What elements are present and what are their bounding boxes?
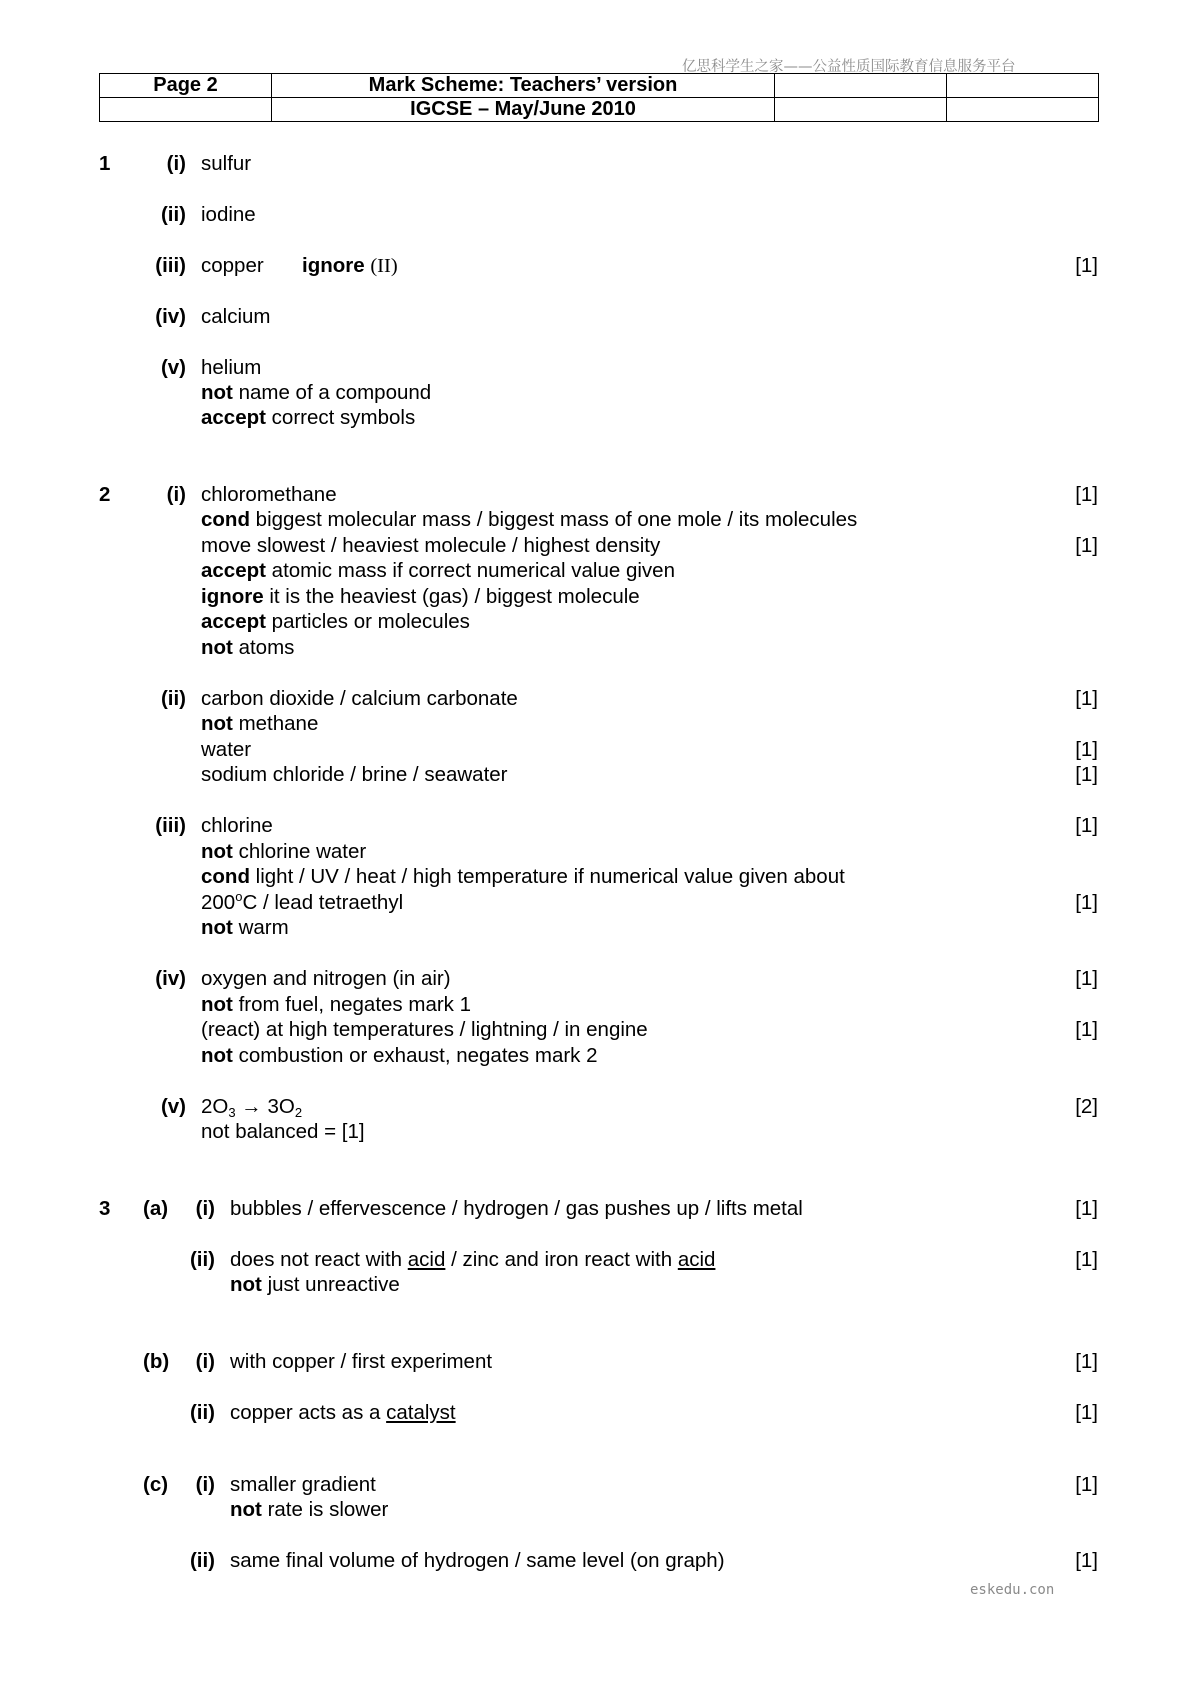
answer-note: cond light / UV / heat / high temperature if numerical value given about <box>201 865 845 888</box>
part-label: (ii) <box>160 687 186 710</box>
mark: [1] <box>1075 967 1098 990</box>
answer-text: helium <box>201 356 262 379</box>
answer-note: accept atomic mass if correct numerical value given <box>201 559 675 582</box>
mark: [1] <box>1075 254 1098 277</box>
answer-text: bubbles / effervescence / hydrogen / gas pushes up / lifts metal <box>230 1197 803 1220</box>
answer-text: (react) at high temperatures / lightning / in engine <box>201 1018 648 1041</box>
part-label: (i) <box>166 152 186 175</box>
part-label: (ii) <box>160 203 186 226</box>
watermark-top: 亿思科学生之家——公益性质国际教育信息服务平台 <box>682 59 1016 75</box>
part-label: (i) <box>166 483 186 506</box>
answer-text: carbon dioxide / calcium carbonate <box>201 687 518 710</box>
mark: [1] <box>1075 763 1098 786</box>
mark: [1] <box>1075 534 1098 557</box>
answer-text: copper acts as a catalyst <box>230 1401 456 1424</box>
answer-note: not balanced = [1] <box>201 1120 365 1143</box>
mark: [1] <box>1075 738 1098 761</box>
page-number: Page 2 <box>100 74 272 98</box>
answer-text: sodium chloride / brine / seawater <box>201 763 508 786</box>
mark: [1] <box>1075 483 1098 506</box>
answer-note: not warm <box>201 916 289 939</box>
header-empty-cell <box>100 98 272 122</box>
part-label: (iii) <box>155 814 186 837</box>
question-number: 2 <box>99 483 111 506</box>
header-empty-cell <box>947 98 1099 122</box>
answer-text: copper <box>201 254 264 277</box>
mark: [1] <box>1075 1401 1098 1424</box>
question-number: 1 <box>99 152 111 175</box>
mark: [1] <box>1075 814 1098 837</box>
part-label: (v) <box>160 356 186 379</box>
answer-text: with copper / first experiment <box>230 1350 493 1373</box>
part-label: (a) <box>143 1197 169 1220</box>
answer-text: iodine <box>201 203 256 226</box>
answer-note: not from fuel, negates mark 1 <box>201 993 472 1016</box>
answer-note: not combustion or exhaust, negates mark 2 <box>201 1044 598 1067</box>
arrow-icon: → <box>241 1095 262 1118</box>
subpart-label: (i) <box>195 1197 215 1220</box>
answer-text: chlorine <box>201 814 273 837</box>
header-table <box>99 73 1099 122</box>
answer-note: not atoms <box>201 636 295 659</box>
answer-note: cond biggest molecular mass / biggest mass of one mole / its molecules <box>201 508 858 531</box>
document-title: Mark Scheme: Teachers’ version <box>272 74 775 98</box>
exam-session: IGCSE – May/June 2010 <box>272 98 775 122</box>
answer-note: not rate is slower <box>230 1498 389 1521</box>
part-label: (iv) <box>155 967 186 990</box>
answer-note: accept particles or molecules <box>201 610 470 633</box>
answer-text: same final volume of hydrogen / same level (on graph) <box>230 1549 725 1572</box>
part-label: (iv) <box>155 305 186 328</box>
part-label: (v) <box>160 1095 186 1118</box>
answer-text: does not react with acid / zinc and iron react with acid <box>230 1248 716 1271</box>
chemical-equation: $2O_3 \to 3O_2$ <box>201 1095 303 1120</box>
answer-text: smaller gradient <box>230 1473 376 1496</box>
subpart-label: (i) <box>195 1350 215 1373</box>
question-number: 3 <box>99 1197 111 1220</box>
answer-text: move slowest / heaviest molecule / highest density <box>201 534 661 557</box>
part-label: (c) <box>143 1473 169 1496</box>
answer-note: ignore (II) <box>302 254 398 277</box>
answer-text: 200$^o$C / lead tetraethyl <box>201 889 404 914</box>
mark: [1] <box>1075 687 1098 710</box>
answer-text: calcium <box>201 305 271 328</box>
subpart-label: (ii) <box>189 1248 215 1271</box>
answer-note: not methane <box>201 712 319 735</box>
header-empty-cell <box>775 98 947 122</box>
answer-text: chloromethane <box>201 483 337 506</box>
answer-note: not name of a compound <box>201 381 432 404</box>
mark: [1] <box>1075 1018 1098 1041</box>
subpart-label: (ii) <box>189 1401 215 1424</box>
part-label: (b) <box>143 1350 170 1373</box>
answer-note: not chlorine water <box>201 840 367 863</box>
mark: [1] <box>1075 1197 1098 1220</box>
header-empty-cell <box>775 74 947 98</box>
answer-note: accept correct symbols <box>201 406 416 429</box>
mark: [1] <box>1075 1473 1098 1496</box>
mark: [1] <box>1075 891 1098 914</box>
subpart-label: (i) <box>195 1473 215 1496</box>
mark: [1] <box>1075 1350 1098 1373</box>
part-label: (iii) <box>155 254 186 277</box>
header-empty-cell <box>947 74 1099 98</box>
answer-note: not just unreactive <box>230 1273 400 1296</box>
answer-note: ignore it is the heaviest (gas) / biggest molecule <box>201 585 640 608</box>
watermark-bottom: eskedu.con <box>970 1582 1055 1598</box>
answer-text: sulfur <box>201 152 252 175</box>
subpart-label: (ii) <box>189 1549 215 1572</box>
mark: [2] <box>1075 1095 1098 1118</box>
answer-text: oxygen and nitrogen (in air) <box>201 967 451 990</box>
mark: [1] <box>1075 1248 1098 1271</box>
answer-text: water <box>201 738 252 761</box>
mark: [1] <box>1075 1549 1098 1572</box>
